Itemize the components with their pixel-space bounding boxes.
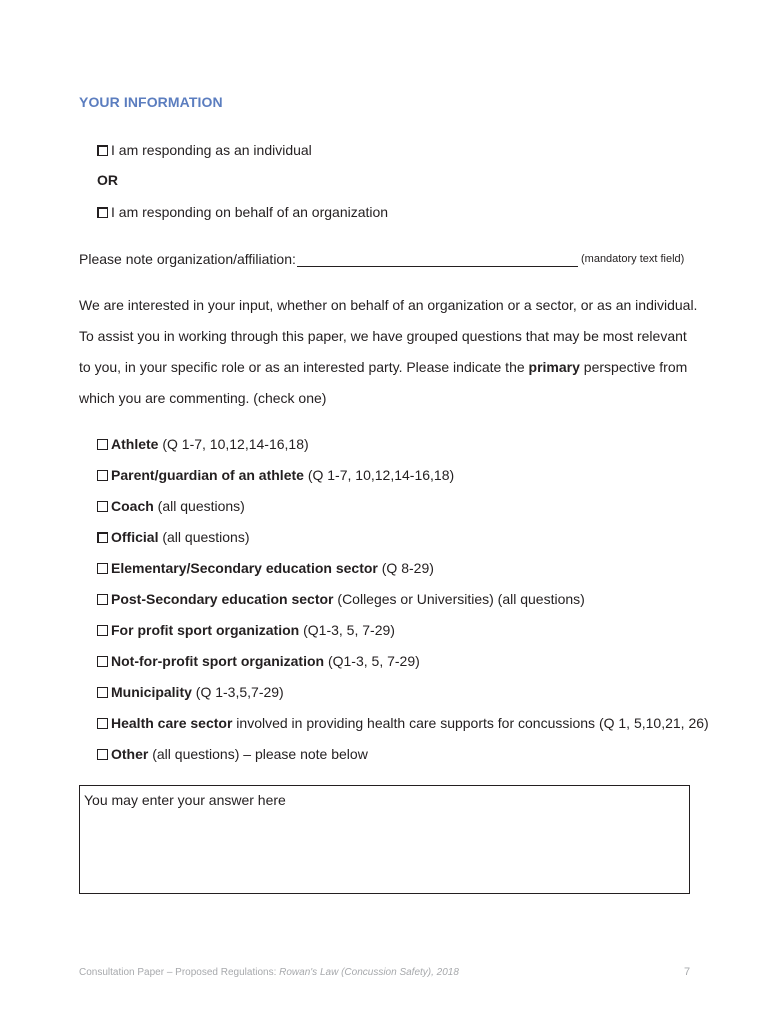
paragraph-line-3: [79, 359, 687, 375]
paragraph-line-4: which you are commenting. (check one): [79, 390, 327, 406]
perspective-health-care[interactable]: [97, 715, 709, 731]
perspective-label: Health care sector: [111, 715, 233, 731]
perspective-not-for-profit[interactable]: [97, 653, 420, 669]
perspective-post-secondary[interactable]: [97, 591, 585, 607]
paragraph-line-3-end: perspective from: [579, 359, 688, 375]
health-care-checkbox[interactable]: [97, 718, 108, 729]
coach-checkbox[interactable]: [97, 501, 108, 512]
perspective-detail: involved in providing health care supports for concussions (Q 1, 5,10,21, 26): [232, 715, 709, 731]
organization-label: I am responding on behalf of an organization: [111, 204, 389, 220]
perspective-detail: (Q1-3, 5, 7-29): [299, 622, 395, 638]
affiliation-field[interactable]: [297, 251, 578, 267]
footer-citation: [79, 967, 459, 978]
perspective-other[interactable]: [97, 746, 368, 762]
perspective-label: Athlete: [111, 436, 159, 452]
parent-checkbox[interactable]: [97, 470, 108, 481]
post-secondary-checkbox[interactable]: [97, 594, 108, 605]
paragraph-line-1: We are interested in your input, whether on behalf of an organization or a sector, or as an individual.: [79, 297, 698, 313]
primary-emphasis: primary: [528, 359, 580, 375]
perspective-detail: (Q 1-3,5,7-29): [191, 684, 284, 700]
perspective-elementary-secondary[interactable]: [97, 560, 434, 576]
footer-title: Rowan's Law (Concussion Safety), 2018: [279, 967, 459, 978]
perspective-coach[interactable]: [97, 498, 245, 514]
other-checkbox[interactable]: [97, 749, 108, 760]
for-profit-checkbox[interactable]: [97, 625, 108, 636]
affiliation-label: Please note organization/affiliation:: [79, 251, 296, 267]
perspective-detail: (Q 1-7, 10,12,14-16,18): [303, 467, 455, 483]
municipality-checkbox[interactable]: [97, 687, 108, 698]
answer-text-area[interactable]: [79, 785, 690, 894]
perspective-for-profit[interactable]: [97, 622, 395, 638]
perspective-detail: (Q 8-29): [377, 560, 434, 576]
perspective-detail: (Q1-3, 5, 7-29): [324, 653, 420, 669]
page-number: 7: [684, 966, 691, 978]
answer-placeholder: You may enter your answer here: [84, 792, 286, 808]
perspective-label: Other: [111, 746, 149, 762]
elementary-secondary-checkbox[interactable]: [97, 563, 108, 574]
mandatory-note: (mandatory text field): [581, 253, 685, 265]
individual-checkbox[interactable]: [97, 145, 108, 156]
footer-prefix: Consultation Paper – Proposed Regulations:: [79, 967, 280, 978]
paragraph-line-2: To assist you in working through this paper, we have grouped questions that may be most relevant: [79, 328, 687, 344]
or-separator: OR: [97, 172, 118, 188]
perspective-label: Parent/guardian of an athlete: [111, 467, 304, 483]
perspective-detail: (all questions): [158, 529, 250, 545]
perspective-label: Not-for-profit sport organization: [111, 653, 325, 669]
perspective-parent[interactable]: [97, 467, 454, 483]
paragraph-line-3-start: to you, in your specific role or as an interested party. Please indicate the: [79, 359, 529, 375]
perspective-label: Official: [111, 529, 159, 545]
not-for-profit-checkbox[interactable]: [97, 656, 108, 667]
perspective-label: Municipality: [111, 684, 192, 700]
official-checkbox[interactable]: [97, 532, 108, 543]
perspective-detail: (Colleges or Universities) (all questions): [333, 591, 585, 607]
organization-checkbox[interactable]: [97, 207, 108, 218]
individual-option[interactable]: [97, 142, 312, 158]
perspective-official[interactable]: [97, 529, 250, 545]
perspective-athlete[interactable]: [97, 436, 309, 452]
organization-option[interactable]: [97, 204, 388, 220]
athlete-checkbox[interactable]: [97, 439, 108, 450]
perspective-detail: (Q 1-7, 10,12,14-16,18): [158, 436, 309, 452]
section-heading: YOUR INFORMATION: [79, 94, 223, 110]
individual-label: I am responding as an individual: [111, 142, 312, 158]
perspective-detail: (all questions): [153, 498, 245, 514]
perspective-label: Elementary/Secondary education sector: [111, 560, 378, 576]
perspective-detail: (all questions) – please note below: [148, 746, 368, 762]
perspective-label: Post-Secondary education sector: [111, 591, 334, 607]
perspective-municipality[interactable]: [97, 684, 284, 700]
perspective-label: Coach: [111, 498, 154, 514]
perspective-label: For profit sport organization: [111, 622, 300, 638]
